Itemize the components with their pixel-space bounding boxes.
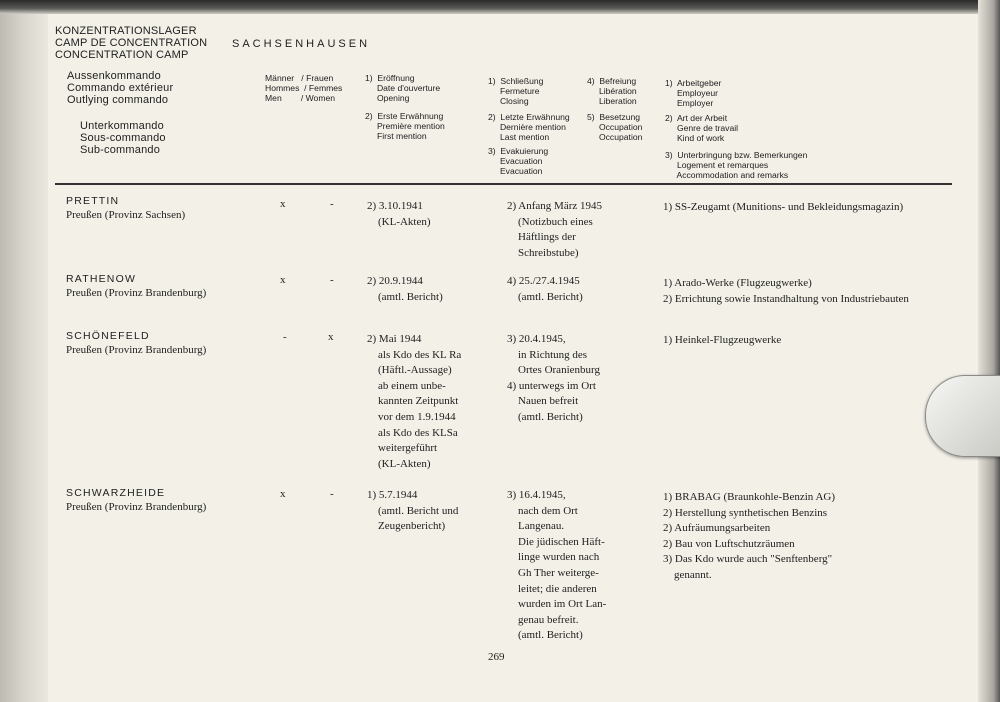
closing-cell: 3) 16.4.1945, nach dem Ort Langenau. Die jüdischen Häft- linge wurden nach Gh Ther weiterge- leitet; die anderen wurden im Ort Lan- genau befreit. (amtl. Bericht)	[507, 489, 607, 642]
occupation-header: 5) Besetzung Occupation Occupation	[587, 112, 643, 142]
entry-region: Preußen (Provinz Brandenburg)	[66, 501, 207, 513]
top-edge-shadow	[0, 0, 1000, 14]
book-gutter	[0, 0, 48, 702]
entry-region: Preußen (Provinz Sachsen)	[66, 209, 186, 221]
title-de: KONZENTRATIONSLAGER	[55, 25, 197, 37]
outside-fr: Commando extérieur	[67, 82, 174, 94]
opening-header: 1) Eröffnung Date d'ouverture Opening	[365, 73, 441, 103]
outside-en: Outlying commando	[67, 94, 169, 106]
closing-cell: 2) Anfang März 1945 (Notizbuch eines Häftlings der Schreibstube)	[507, 200, 603, 259]
women-mark: -	[330, 198, 334, 210]
last-mention-header: 2) Letzte Erwähnung Dernière mention Last mention	[488, 112, 570, 142]
entry-name: PRETTIN	[66, 195, 120, 207]
closing-cell: 4) 25./27.4.1945 (amtl. Bericht)	[507, 275, 583, 303]
opening-cell: 2) 20.9.1944 (amtl. Bericht)	[367, 275, 443, 303]
opening-cell: 1) 5.7.1944 (amtl. Bericht und Zeugenbericht)	[367, 489, 459, 533]
evacuation-header: 3) Evakuierung Evacuation Evacuation	[488, 146, 549, 176]
entry-name: SCHÖNEFELD	[66, 330, 150, 342]
sub-en: Sub-commando	[80, 144, 161, 156]
page-number: 269	[488, 651, 505, 663]
remarks-cell: 1) Arado-Werke (Flugzeugwerke) 2) Errichtung sowie Instandhaltung von Industriebauten	[663, 277, 909, 305]
remarks-cell: 1) SS-Zeugamt (Munitions- und Bekleidungsmagazin)	[663, 201, 904, 213]
entry-region: Preußen (Provinz Brandenburg)	[66, 344, 207, 356]
women-mark: -	[330, 274, 334, 286]
sub-de: Unterkommando	[80, 120, 164, 132]
title-en: CONCENTRATION CAMP	[55, 49, 189, 61]
closing-cell: 3) 20.4.1945, in Richtung des Ortes Oranienburg 4) unterwegs im Ort Nauen befreit (amtl. Bericht)	[507, 333, 600, 423]
entry-region: Preußen (Provinz Brandenburg)	[66, 287, 207, 299]
men-mark: x	[280, 488, 286, 500]
first-mention-header: 2) Erste Erwähnung Première mention First mention	[365, 111, 445, 141]
men-mark: x	[280, 198, 286, 210]
men-women-header: Männer / Frauen Hommes / Femmes Men / Women	[265, 73, 343, 103]
header-rule	[55, 183, 952, 185]
remarks-cell: 1) BRABAG (Braunkohle-Benzin AG) 2) Herstellung synthetischen Benzins 2) Aufräumungsarbeiten 2) Bau von Luftschutzräumen 3) Das Kdo wurde auch "Senftenberg" genannt.	[663, 491, 836, 581]
sub-fr: Sous-commando	[80, 132, 166, 144]
opening-cell: 2) 3.10.1941 (KL-Akten)	[367, 200, 431, 228]
men-mark: -	[283, 331, 287, 343]
remarks-cell: 1) Heinkel-Flugzeugwerke	[663, 334, 782, 346]
liberation-header: 4) Befreiung Libération Liberation	[587, 76, 637, 106]
outside-de: Aussenkommando	[67, 70, 161, 82]
women-mark: x	[328, 331, 334, 343]
employer-header: 1) Arbeitgeber Employeur Employer	[665, 78, 722, 108]
title-fr: CAMP DE CONCENTRATION	[55, 37, 208, 49]
page-tab-marker	[925, 375, 1000, 457]
entry-name: SCHWARZHEIDE	[66, 487, 166, 499]
closing-header: 1) Schließung Fermeture Closing	[488, 76, 544, 106]
women-mark: -	[330, 488, 334, 500]
kind-of-work-header: 2) Art der Arbeit Genre de travail Kind of work	[665, 113, 739, 143]
right-edge-shadow	[978, 0, 1000, 702]
entry-name: RATHENOW	[66, 273, 137, 285]
men-mark: x	[280, 274, 286, 286]
accommodation-header: 3) Unterbringung bzw. Bemerkungen Logement et remarques Accommodation and remarks	[665, 150, 808, 180]
camp-name: SACHSENHAUSEN	[232, 38, 371, 50]
opening-cell: 2) Mai 1944 als Kdo des KL Ra (Häftl.-Aussage) ab einem unbe- kannten Zeitpunkt vor dem 1.9.1944 als Kdo des KLSa weitergeführt (KL-Akten)	[367, 333, 462, 470]
